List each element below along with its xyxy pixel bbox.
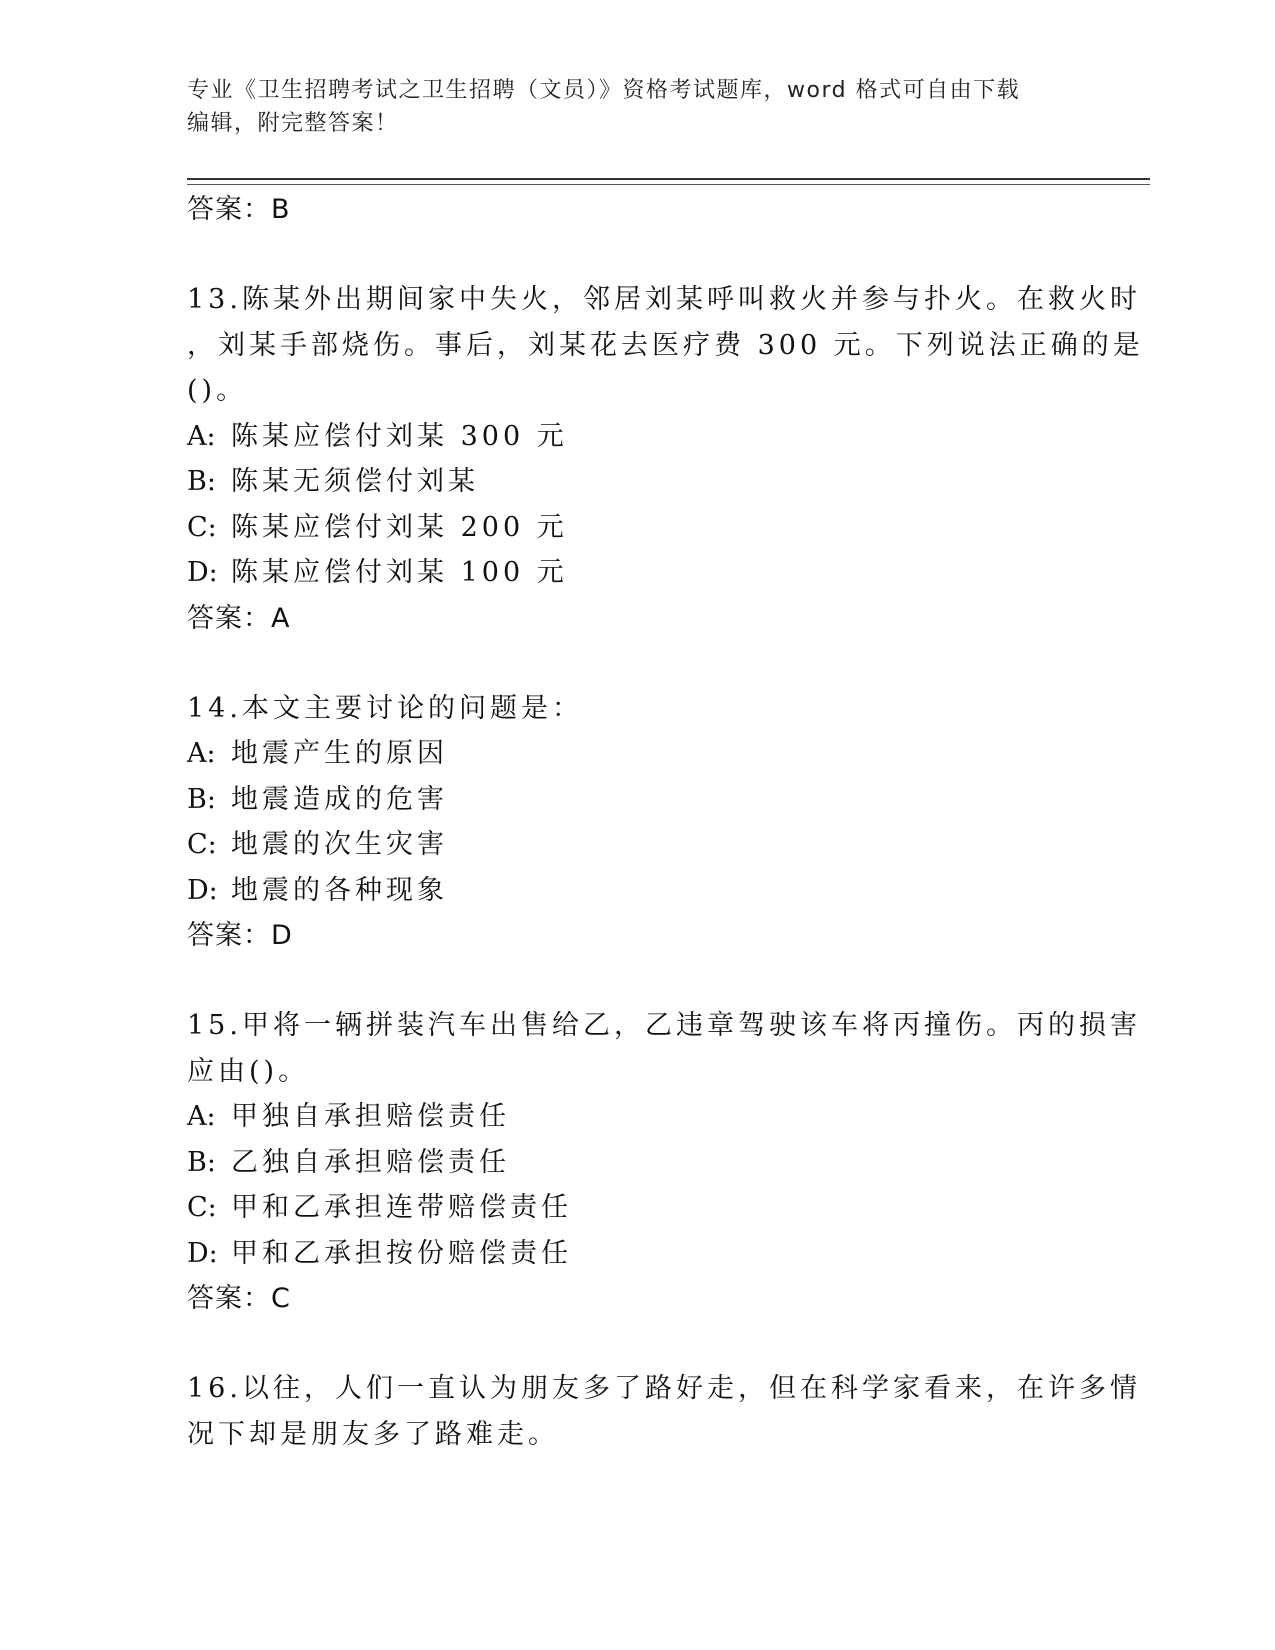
question-text-line: 况下却是朋友多了路难走。: [187, 1418, 559, 1450]
option-letter: C:: [187, 829, 217, 860]
option-letter: A:: [187, 1101, 216, 1132]
option-text: 地震造成的危害: [231, 783, 448, 815]
document-header: [187, 74, 1087, 140]
header-line-2: 编辑，附完整答案！: [187, 111, 399, 136]
option-letter: D:: [187, 874, 218, 906]
option-letter: C:: [187, 511, 217, 543]
option-letter: A:: [187, 738, 216, 769]
option-text: 陈某无须偿付刘某: [231, 466, 479, 497]
question-list: [187, 187, 1144, 1457]
header-line-1: 专业《卫生招聘考试之卫生招聘（文员）》资格考试题库，word 格式可自由下载: [187, 78, 1021, 103]
option-a: [187, 414, 1087, 460]
question-text-line: ()。: [187, 375, 248, 406]
option-letter: D:: [187, 1237, 218, 1269]
option-b: [187, 1140, 1087, 1186]
option-text: 甲和乙承担按份赔偿责任: [231, 1237, 572, 1269]
question-14: [187, 686, 1087, 960]
option-a: [187, 731, 1087, 777]
answer-line: 答案：C: [187, 1283, 291, 1314]
question-text-line: 应由()。: [187, 1055, 310, 1087]
option-text: 陈某应偿付刘某 300 元: [231, 420, 568, 452]
question-16: [187, 1366, 1141, 1457]
option-text: 地震的各种现象: [231, 874, 448, 906]
option-d: [187, 1231, 1087, 1277]
option-letter: C:: [187, 1192, 217, 1223]
option-letter: B:: [187, 466, 216, 497]
option-text: 乙独自承担赔偿责任: [231, 1146, 510, 1178]
question-text-line: 16.以往，人们一直认为朋友多了路好走，但在科学家看来，在许多情: [187, 1373, 1141, 1404]
header-divider-thin: [187, 184, 1150, 185]
header-divider-thick: [187, 178, 1150, 180]
question-13: [187, 277, 1144, 642]
option-c: [187, 505, 1087, 551]
question-15: [187, 1003, 1141, 1322]
option-text: 甲和乙承担连带赔偿责任: [231, 1192, 572, 1223]
option-text: 陈某应偿付刘某 100 元: [231, 557, 568, 588]
option-letter: B:: [187, 783, 216, 815]
option-d: [187, 550, 1087, 596]
option-text: 地震产生的原因: [231, 738, 448, 769]
option-letter: A:: [187, 420, 216, 452]
option-c: [187, 1185, 1087, 1231]
question-text-line: 15.甲将一辆拼装汽车出售给乙，乙违章驾驶该车将丙撞伤。丙的损害: [187, 1010, 1141, 1041]
previous-answer: 答案：B: [187, 194, 291, 225]
option-c: [187, 822, 1087, 868]
option-b: [187, 459, 1087, 505]
option-d: [187, 868, 1087, 914]
option-a: [187, 1094, 1087, 1140]
answer-line: 答案：A: [187, 602, 291, 634]
question-text-line: 14.本文主要讨论的问题是：: [187, 692, 583, 724]
question-text-line: ，刘某手部烧伤。事后，刘某花去医疗费 300 元。下列说法正确的是: [187, 329, 1144, 361]
option-text: 陈某应偿付刘某 200 元: [231, 511, 568, 543]
option-letter: B:: [187, 1146, 216, 1178]
answer-line: 答案：D: [187, 920, 293, 951]
option-text: 地震的次生灾害: [231, 829, 448, 860]
option-text: 甲独自承担赔偿责任: [231, 1101, 510, 1132]
question-text-line: 13.陈某外出期间家中失火，邻居刘某呼叫救火并参与扑火。在救火时: [187, 284, 1141, 315]
option-letter: D:: [187, 557, 218, 588]
option-b: [187, 777, 1087, 823]
